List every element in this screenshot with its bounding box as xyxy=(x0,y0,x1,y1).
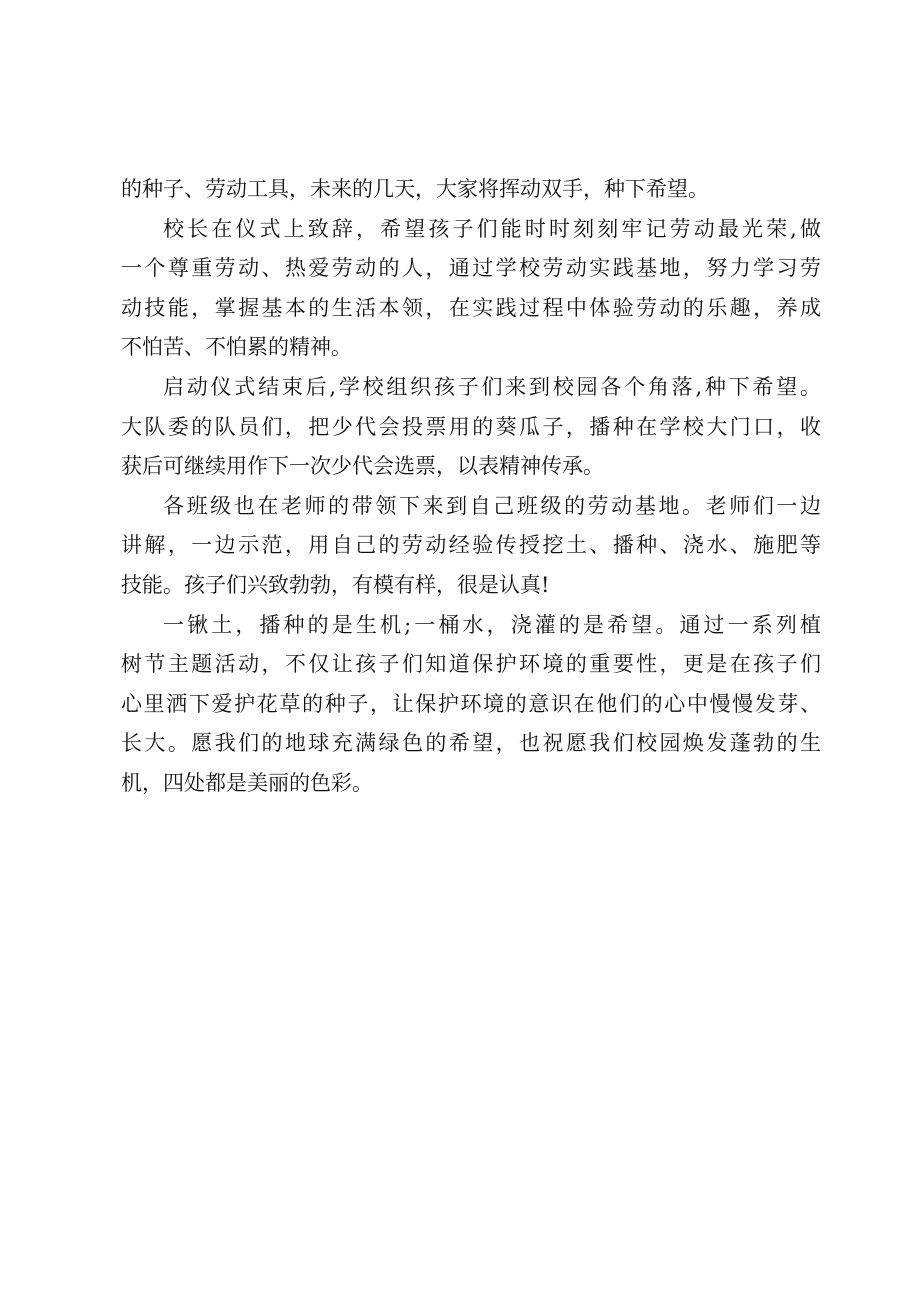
text-line: 一个尊重劳动、热爱劳动的人，通过学校劳动实践基地，努力学习劳 xyxy=(121,256,821,281)
text-line: 大队委的队员们，把少代会投票用的葵瓜子，播种在学校大门口，收 xyxy=(121,414,821,439)
text-line: 动技能，掌握基本的生活本领，在实践过程中体验劳动的乐趣，养成 xyxy=(121,295,821,320)
text-line: 技能。孩子们兴致勃勃，有模有样，很是认真! xyxy=(121,572,550,597)
paragraph xyxy=(121,487,821,606)
paragraph xyxy=(121,210,821,368)
text-line: 长大。愿我们的地球充满绿色的希望，也祝愿我们校园焕发蓬勃的生 xyxy=(121,731,821,756)
text-line: 获后可继续用作下一次少代会选票，以表精神传承。 xyxy=(121,454,604,479)
text-line: 的种子、劳动工具，未来的几天，大家将挥动双手，种下希望。 xyxy=(121,177,709,201)
text-line: 一锹土，播种的是生机;一桶水，浇灌的是希望。通过一系列植 xyxy=(163,612,821,637)
text-line: 不怕苦、不怕累的精神。 xyxy=(121,335,352,360)
paragraph xyxy=(121,368,821,487)
text-line: 启动仪式结束后,学校组织孩子们来到校园各个角落,种下希望。 xyxy=(163,374,821,399)
text-line: 树节主题活动，不仅让孩子们知道保护环境的重要性，更是在孩子们 xyxy=(121,652,821,677)
text-line: 校长在仪式上致辞，希望孩子们能时时刻刻牢记劳动最光荣,做 xyxy=(163,216,821,241)
text-line: 讲解，一边示范，用自己的劳动经验传授挖土、播种、浇水、施肥等 xyxy=(121,533,821,558)
document-body xyxy=(121,170,821,804)
paragraph xyxy=(121,170,821,210)
paragraph xyxy=(121,606,821,804)
text-line: 机，四处都是美丽的色彩。 xyxy=(121,770,373,795)
text-line: 心里洒下爱护花草的种子，让保护环境的意识在他们的心中慢慢发芽、 xyxy=(121,691,821,716)
text-line: 各班级也在老师的带领下来到自己班级的劳动基地。老师们一边 xyxy=(163,493,821,518)
